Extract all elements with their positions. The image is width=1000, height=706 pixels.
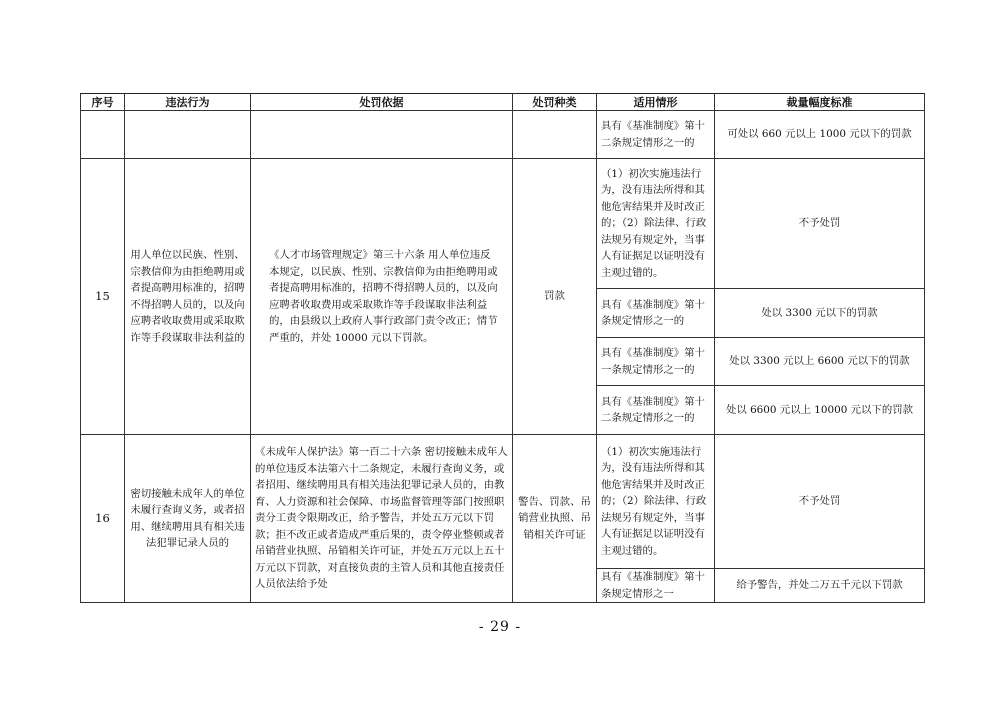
standard-cell: 处以 6600 元以上 10000 元以下的罚款 xyxy=(715,386,925,435)
violation-cell xyxy=(125,111,251,159)
page-number: - 29 - xyxy=(478,619,522,635)
scenario-cell: 具有《基准制度》第十二条规定情形之一的 xyxy=(597,386,715,435)
penalty-table xyxy=(80,93,925,603)
basis-cell xyxy=(251,111,513,159)
scenario-cell: （1）初次实施违法行为，没有违法所得和其他危害结果并及时改正的；（2）除法律、行政法规另有规定外，当事人有证据足以证明没有主观过错的。 xyxy=(597,159,715,289)
standard-cell: 不予处罚 xyxy=(715,435,925,569)
standard-cell: 可处以 660 元以上 1000 元以下的罚款 xyxy=(715,111,925,159)
table-row xyxy=(81,111,925,159)
header-seq: 序号 xyxy=(81,94,125,111)
scenario-cell: 具有《基准制度》第十条规定情形之一 xyxy=(597,569,715,603)
table-header-row xyxy=(81,94,925,111)
header-violation: 违法行为 xyxy=(125,94,251,111)
standard-cell: 处以 3300 元以上 6600 元以下的罚款 xyxy=(715,338,925,386)
seq-cell: 15 xyxy=(81,159,125,435)
header-penalty-basis: 处罚依据 xyxy=(251,94,513,111)
scenario-cell: 具有《基准制度》第十二条规定情形之一的 xyxy=(597,111,715,159)
standard-cell: 处以 3300 元以下的罚款 xyxy=(715,289,925,338)
basis-cell: 《人才市场管理规定》第三十六条 用人单位违反本规定，以民族、性别、宗教信仰为由拒绝聘用或者提高聘用标准的，招聘不得招聘人员的，以及向应聘者收取费用或采取欺诈等手段谋取非法利益的，由县级以上政府人事行政部门责令改正；情节严重的，并处 10000 元以下罚款。 xyxy=(251,159,513,435)
scenario-cell: 具有《基准制度》第十一条规定情形之一的 xyxy=(597,338,715,386)
scenario-cell: 具有《基准制度》第十条规定情形之一的 xyxy=(597,289,715,338)
seq-cell: 16 xyxy=(81,435,125,603)
seq-cell xyxy=(81,111,125,159)
penalty-type-cell: 罚款 xyxy=(513,159,597,435)
table-row xyxy=(81,435,925,569)
violation-cell: 密切接触未成年人的单位未履行查询义务，或者招用、继续聘用具有相关违法犯罪记录人员的 xyxy=(125,435,251,603)
scenario-cell: （1）初次实施违法行为，没有违法所得和其他危害结果并及时改正的；（2）除法律、行政法规另有规定外，当事人有证据足以证明没有主观过错的。 xyxy=(597,435,715,569)
standard-cell: 不予处罚 xyxy=(715,159,925,289)
standard-cell: 给予警告，并处二万五千元以下罚款 xyxy=(715,569,925,603)
header-discretion-standard: 裁量幅度标准 xyxy=(715,94,925,111)
header-penalty-type: 处罚种类 xyxy=(513,94,597,111)
penalty-type-cell xyxy=(513,111,597,159)
penalty-type-cell: 警告、罚款、吊销营业执照、吊销相关许可证 xyxy=(513,435,597,603)
basis-cell: 《未成年人保护法》第一百二十六条 密切接触未成年人的单位违反本法第六十二条规定，未履行查询义务，或者招用、继续聘用具有相关违法犯罪记录人员的，由教育、人力资源和社会保障、市场监督管理等部门按照职责分工责令限期改正，给予警告，并处五万元以下罚款；拒不改正或者造成严重后果的，责令停业整顿或者吊销营业执照、吊销相关许可证，并处五万元以上五十万元以下罚款，对直接负责的主管人员和其他直接责任人员依法给予处 xyxy=(251,435,513,603)
header-applicable-scenario: 适用情形 xyxy=(597,94,715,111)
violation-cell: 用人单位以民族、性别、宗教信仰为由拒绝聘用或者提高聘用标准的，招聘不得招聘人员的，以及向应聘者收取费用或采取欺诈等手段谋取非法利益的 xyxy=(125,159,251,435)
table-row xyxy=(81,159,925,289)
